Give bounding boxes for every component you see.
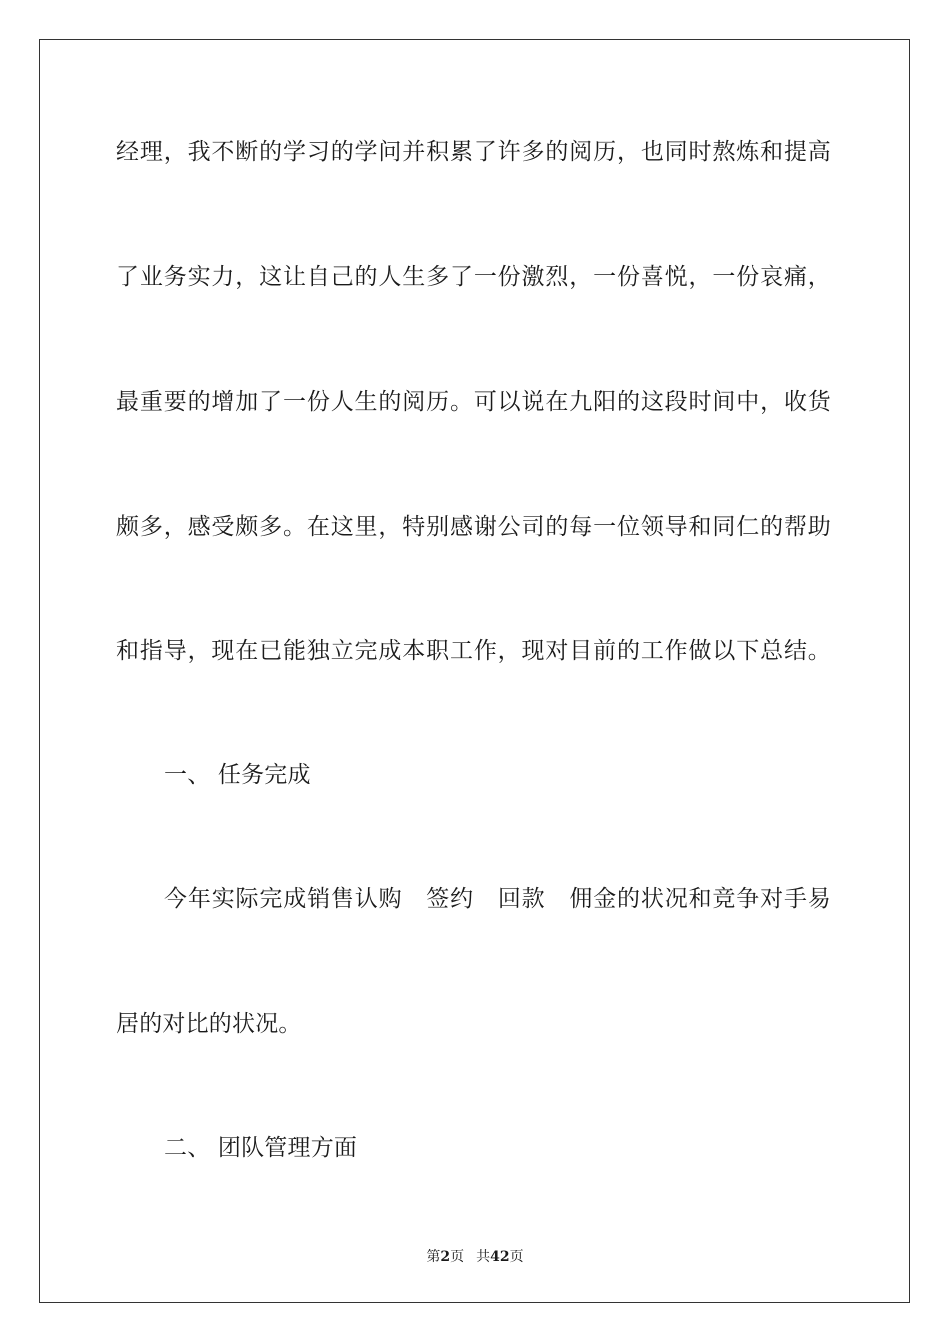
page-border [39,39,910,1303]
page-suffix: 页 [450,1249,465,1265]
body-line-3: 最重要的增加了一份人生的阅历。可以说在九阳的这段时间中，收货 [116,389,831,415]
total-pages: 42 [490,1249,510,1265]
total-prefix: 共 [476,1249,491,1265]
page-prefix: 第 [426,1249,441,1265]
page-number: 2 [440,1249,451,1265]
body-line-4: 颇多，感受颇多。在这里，特别感谢公司的每一位领导和同仁的帮助 [116,514,831,540]
section-1-paragraph-line-1: 今年实际完成销售认购 签约 回款 佣金的状况和竞争对手易 [164,886,831,912]
section-1-paragraph-line-2: 居的对比的状况。 [116,1011,302,1037]
body-line-2: 了业务实力，这让自己的人生多了一份激烈，一份喜悦，一份哀痛， [116,264,831,290]
section-1-heading: 一、 任务完成 [164,762,311,788]
body-line-5: 和指导，现在已能独立完成本职工作，现对目前的工作做以下总结。 [116,638,831,664]
total-suffix: 页 [509,1249,524,1265]
section-2-heading: 二、 团队管理方面 [164,1135,358,1161]
body-line-1: 经理，我不断的学习的学问并积累了许多的阅历，也同时熬炼和提高 [116,139,831,165]
page-footer [0,1248,950,1266]
